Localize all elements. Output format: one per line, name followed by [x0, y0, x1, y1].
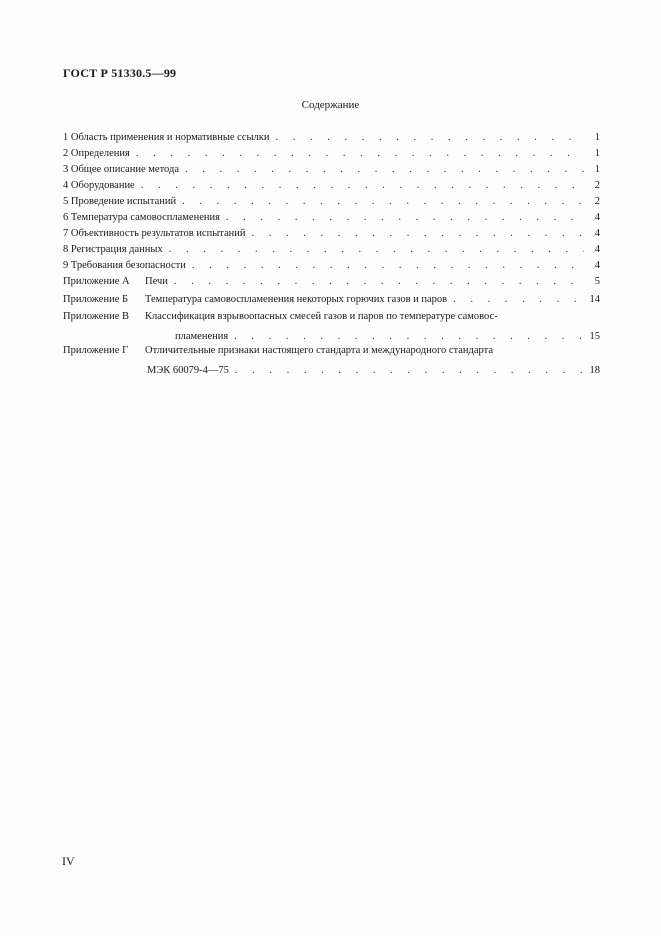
leader-dots: [192, 258, 584, 274]
toc-entry-page: 18: [589, 365, 600, 376]
toc-entry-page: 4: [594, 228, 600, 239]
toc-entry-page: 1: [594, 164, 600, 175]
toc-entry-7[interactable]: [63, 226, 600, 242]
toc-entry-6[interactable]: [63, 210, 600, 226]
toc-entry-page: 1: [594, 148, 600, 159]
toc-entry-page: 15: [589, 331, 600, 342]
toc-entry-label: 4 Оборудование: [63, 180, 135, 191]
appendix-title-continued: пламенения: [175, 331, 229, 342]
leader-dots: [182, 194, 584, 210]
leader-dots: [226, 210, 584, 226]
toc-entry-page: 4: [594, 212, 600, 223]
leader-dots: [252, 226, 584, 242]
toc-entry-page: 4: [594, 244, 600, 255]
appendix-title: Классификация взрывоопасных смесей газов и паров по температуре самовос-: [145, 311, 498, 322]
toc-entry-5[interactable]: [63, 194, 600, 210]
toc-entry-2[interactable]: [63, 146, 600, 162]
toc-entry-page: 5: [594, 276, 600, 287]
toc-title: Содержание: [301, 99, 360, 111]
toc-entry-label: 7 Объективность результатов испытаний: [63, 228, 246, 239]
appendix-prefix: Приложение Б: [63, 294, 129, 305]
toc-entry-label: 2 Определения: [63, 148, 130, 159]
leader-dots: [276, 130, 585, 146]
toc-entry-8[interactable]: [63, 242, 600, 258]
toc-entry-label: 6 Температура самовоспламенения: [63, 212, 220, 223]
toc-entry-page: 14: [589, 294, 600, 305]
appendix-title: Отличительные признаки настоящего стандарта и международного стандарта: [145, 345, 494, 356]
table-of-contents: [63, 130, 600, 375]
page-number: IV: [62, 854, 75, 868]
toc-appendix-v[interactable]: [63, 309, 600, 341]
appendix-prefix: Приложение А: [63, 276, 130, 287]
leader-dots: [141, 178, 584, 194]
toc-entry-1[interactable]: [63, 130, 600, 146]
toc-entry-4[interactable]: [63, 178, 600, 194]
toc-entry-label: 9 Требования безопасности: [63, 260, 186, 271]
toc-entry-page: 4: [594, 260, 600, 271]
toc-entry-page: 2: [594, 180, 600, 191]
toc-appendix-b[interactable]: [63, 292, 600, 308]
leader-dots: [235, 363, 584, 379]
doc-code: ГОСТ Р 51330.5—99: [63, 66, 177, 80]
appendix-prefix: Приложение В: [63, 311, 129, 322]
leader-dots: [185, 162, 584, 178]
leader-dots: [169, 242, 584, 258]
appendix-title: Температура самовоспламенения некоторых горючих газов и паров: [145, 294, 448, 305]
toc-appendix-g[interactable]: [63, 343, 600, 375]
appendix-title: Печи: [145, 276, 168, 287]
appendix-title-continued: МЭК 60079-4—75: [147, 365, 229, 376]
appendix-prefix: Приложение Г: [63, 345, 129, 356]
toc-entry-page: 1: [594, 132, 600, 143]
toc-entry-label: 1 Область применения и нормативные ссылки: [63, 132, 270, 143]
toc-appendix-a[interactable]: [63, 274, 600, 290]
leader-dots: [174, 274, 584, 290]
toc-entry-9[interactable]: [63, 258, 600, 274]
toc-entry-3[interactable]: [63, 162, 600, 178]
toc-entry-label: 8 Регистрация данных: [63, 244, 163, 255]
toc-entry-page: 2: [594, 196, 600, 207]
toc-entry-label: 5 Проведение испытаний: [63, 196, 177, 207]
leader-dots: [136, 146, 584, 162]
leader-dots: [453, 292, 584, 308]
toc-entry-label: 3 Общее описание метода: [63, 164, 179, 175]
